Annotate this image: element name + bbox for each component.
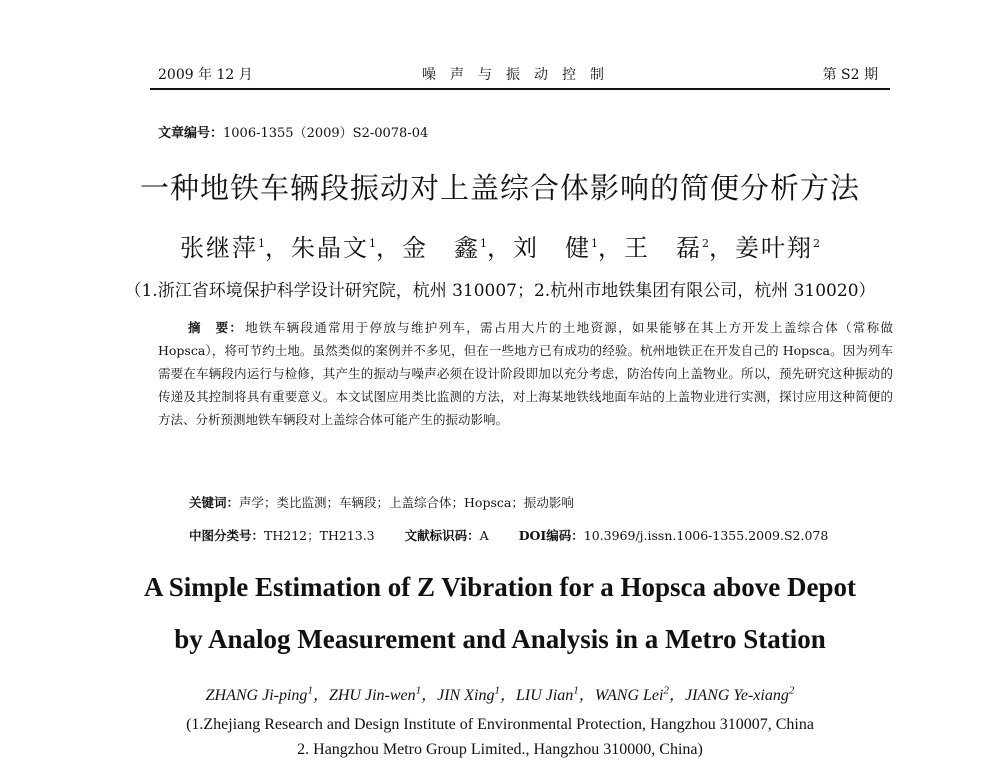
keywords-line: [189, 493, 574, 511]
header-date: 2009 年 12 月: [158, 67, 253, 83]
zh-author-affil-mark: 2: [702, 237, 709, 250]
en-author-affil-mark: 1: [307, 684, 313, 697]
en-author-affil-mark: 1: [415, 684, 422, 697]
article-number-value: 1006-1355（2009）S2-0078-04: [223, 126, 429, 141]
zh-author-affil-mark: 1: [480, 237, 487, 250]
clc-label: 中图分类号：: [189, 528, 265, 543]
zh-author: 王 磊: [624, 234, 702, 262]
en-author-affil-mark: 1: [494, 684, 500, 697]
zh-author: 刘 健: [513, 234, 591, 262]
chinese-author-list: 张继萍$^1$，朱晶文$^1$，金 鑫$^1$，刘 健$^1$，王 磊$^2$，姜叶翔$^2$: [180, 234, 820, 262]
header-journal-name: 噪声与振动控制: [422, 67, 618, 83]
article-number-label: 文章编号：: [158, 126, 224, 141]
zh-author-affil-mark: 1: [591, 237, 598, 250]
chinese-title: 一种地铁车辆段振动对上盖综合体影响的简便分析方法: [139, 171, 860, 205]
en-author-affil-mark: 1: [573, 684, 579, 697]
zh-author-affil-mark: 1: [258, 237, 265, 250]
clc-value: TH212；TH213.3: [264, 528, 375, 543]
article-number: [158, 122, 428, 141]
keywords-value: 声学；类比监测；车辆段；上盖综合体；Hopsca；振动影响: [239, 495, 574, 510]
zh-author: 金 鑫: [402, 234, 480, 262]
en-author-affil-mark: 2: [663, 684, 669, 697]
en-author: JIANG Ye-xiang: [684, 687, 789, 704]
english-title-line-2: by Analog Measurement and Analysis in a Metro Station: [174, 624, 826, 654]
doc-code-label: 文献标识码：: [404, 528, 480, 543]
en-author: LIU Jian: [515, 687, 574, 704]
en-author-affil-mark: 2: [788, 684, 795, 697]
doi-value: 10.3969/j.issn.1006-1355.2009.S2.078: [583, 528, 829, 543]
zh-author-affil-mark: 2: [813, 237, 820, 250]
keywords-label: 关键词：: [189, 495, 240, 510]
abstract-text: 地铁车辆段通常用于停放与维护列车，需占用大片的土地资源，如果能够在其上方开发上盖综合体（常称做 Hopsca），将可节约土地。虽然类似的案例并不多见，但在一些地方已有成功的经验。杭州地铁正在开发自己的 Hopsca。因为列车需要在车辆段内运行与检修，其产生的振动与噪声必须在设计阶段即加以充分考虑，防治传向上盖物业。所以，预先研究这种振动的传递及其控制将具有重要意义。本文试图应用类比监测的方法，对上海某地铁线地面车站的上盖物业进行实测，探讨应用这种简便的方法、分析预测地铁车辆段对上盖综合体可能产生的振动影响。: [158, 320, 893, 427]
zh-author: 张继萍: [180, 234, 258, 262]
zh-author: 姜叶翔: [735, 234, 813, 262]
header-rule: [150, 88, 890, 90]
classification-line: [189, 526, 828, 544]
zh-author-affil-mark: 1: [369, 237, 376, 250]
english-title-line-1: A Simple Estimation of Z Vibration for a Hopsca above Depot: [143, 572, 857, 602]
doi-label: DOI编码：: [518, 528, 584, 543]
english-affiliation-line-2: 2. Hangzhou Metro Group Limited., Hangzhou 310000, China): [297, 741, 703, 758]
english-author-list: ZHANG Ji-ping$^1$，ZHU Jin-wen$^1$，JIN Xing$^1$，LIU Jian$^1$，WANG Lei$^2$，JIANG Ye-xiang$^2$: [205, 684, 795, 704]
en-author: WANG Lei: [594, 687, 664, 704]
chinese-affiliation: （1.浙江省环境保护科学设计研究院，杭州 310007；2.杭州市地铁集团有限公司，杭州 310020）: [124, 281, 876, 301]
header-issue: 第 S2 期: [822, 67, 878, 83]
doc-code-value: A: [479, 528, 489, 543]
en-author: JIN Xing: [437, 687, 495, 704]
english-affiliation-line-1: (1.Zhejiang Research and Design Institute of Environmental Protection, Hangzhou 310007, China: [186, 716, 814, 733]
abstract-label: 摘 要：: [188, 320, 244, 335]
en-author: ZHU Jin-wen: [328, 687, 416, 704]
en-author: ZHANG Ji-ping: [205, 687, 308, 704]
running-header: [150, 60, 890, 90]
zh-author: 朱晶文: [291, 234, 369, 262]
chinese-abstract: [158, 316, 893, 431]
